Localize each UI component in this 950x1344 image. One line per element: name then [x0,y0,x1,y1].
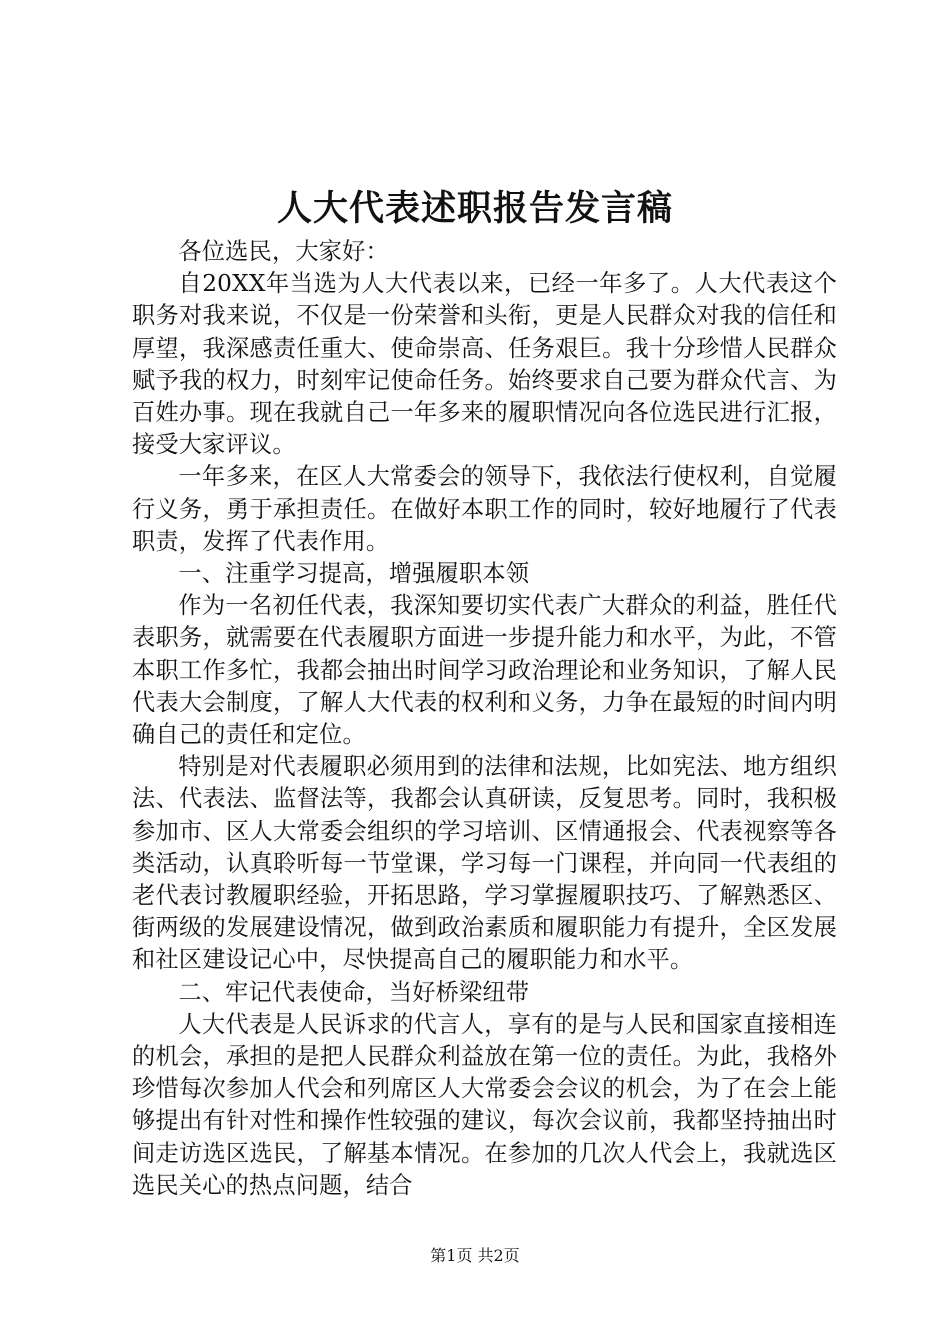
paragraph-study-1: 作为一名初任代表，我深知要切实代表广大群众的利益，胜任代表职务，就需要在代表履职方面进一步提升能力和水平，为此，不管本职工作多忙，我都会抽出时间学习政治理论和业务知识，了解人民代表大会制度，了解人大代表的权利和义务，力争在最短的时间内明确自己的责任和定位。 [132,592,837,749]
page-number-footer: 第1页 共2页 [430,1246,520,1265]
paragraph-study-2: 特别是对代表履职必须用到的法律和法规，比如宪法、地方组织法、代表法、监督法等，我都会认真研读，反复思考。同时，我积极参加市、区人大常委会组织的学习培训、区情通报会、代表视察等各类活动，认真聆听每一节堂课，学习每一门课程，并向同一代表组的老代表讨教履职经验，开拓思路，学习掌握履职技巧、了解熟悉区、街两级的发展建设情况，做到政治素质和履职能力有提升，全区发展和社区建设记心中，尽快提高自己的履职能力和水平。 [132,753,837,974]
paragraph-intro: 自20XX年当选为人大代表以来，已经一年多了。人大代表这个职务对我来说，不仅是一份荣誉和头衔，更是人民群众对我的信任和厚望，我深感责任重大、使命崇高、任务艰巨。我十分珍惜人民群众赋予我的权力，时刻牢记使命任务。始终要求自己要为群众代言、为百姓办事。现在我就自己一年多来的履职情况向各位选民进行汇报，接受大家评议。 [132,270,837,459]
document-title: 人大代表述职报告发言稿 [276,188,673,229]
section-heading-2: 二、牢记代表使命，当好桥梁纽带 [178,978,530,1006]
paragraph-summary: 一年多来，在区人大常委会的领导下，我依法行使权利，自觉履行义务，勇于承担责任。在做好本职工作的同时，较好地履行了代表职责，发挥了代表作用。 [132,463,837,555]
paragraph-mission: 人大代表是人民诉求的代言人，享有的是与人民和国家直接相连的机会，承担的是把人民群众利益放在第一位的责任。为此，我格外珍惜每次参加人代会和列席区人大常委会会议的机会，为了在会上能够提出有针对性和操作性较强的建议，每次会议前，我都坚持抽出时间走访选区选民，了解基本情况。在参加的几次人代会上，我就选区选民关心的热点问题，结合 [132,1010,837,1199]
section-heading-1: 一、注重学习提高，增强履职本领 [178,560,530,588]
document-body [132,236,837,1202]
paragraph-greeting: 各位选民，大家好： [178,238,389,265]
